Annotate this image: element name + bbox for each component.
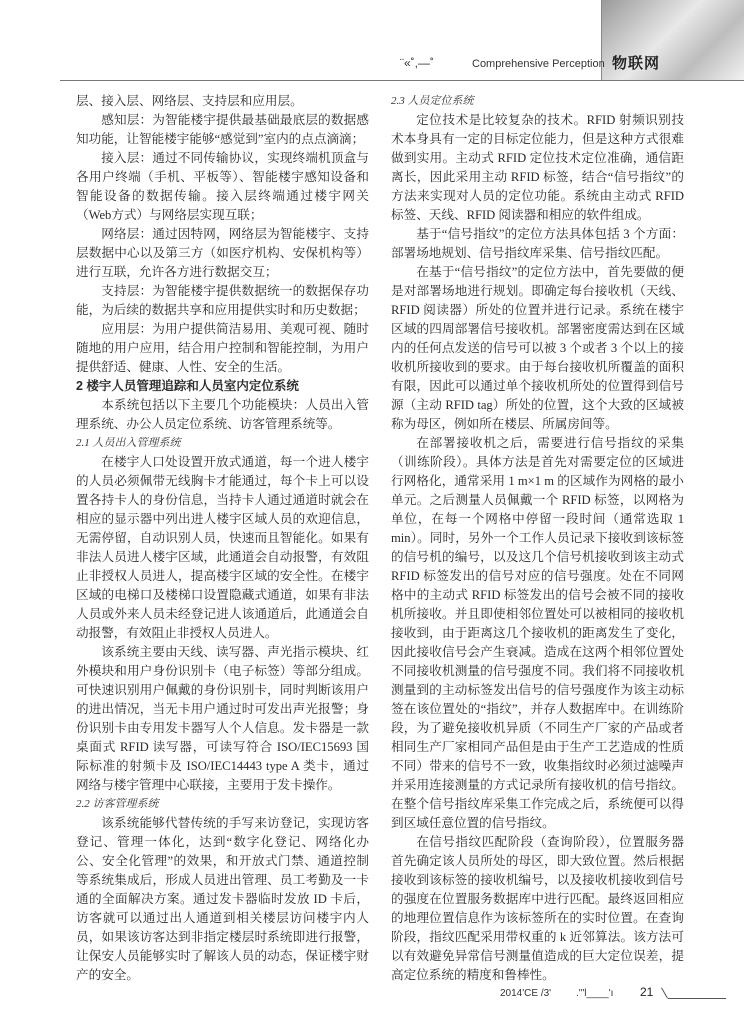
- paragraph: 基于“信号指纹”的定位方法具体包括 3 个方面：部署场地规划、信号指纹库采集、信号指纹匹配。: [391, 227, 684, 260]
- subsection-heading: 2.3 人员定位系统: [391, 95, 474, 107]
- paragraph: 感知层：为智能楼宇提供最基础最底层的数据感知功能，让智能楼宇能够“感觉到”室内的点点滴滴；: [76, 113, 369, 146]
- paragraph: 在信号指纹匹配阶段（查询阶段），位置服务器首先确定该人员所处的母区，即大致位置。然后根据接收到该标签的接收机编号，以及接收机接收到信号的强度在位置服务数据库中进行匹配。最终返回相应的地理位置信息作为该标签所在的实时位置。在查询阶段，指纹匹配采用带权重的 k 近邻算法。该方法可以有效避免异常信号测量值造成的巨大定位误差，提高定位系统的精度和鲁棒性。: [391, 835, 684, 982]
- subsection-heading: 2.2 访客管理系统: [76, 798, 159, 810]
- paragraph: 支持层：为智能楼宇提供数据统一的数据保存功能，为后续的数据共享和应用提供实时和历史数据；: [76, 284, 369, 317]
- footer-issue: 2014'CE /3': [500, 988, 552, 999]
- page-number: 21: [640, 985, 654, 999]
- paragraph: 应用层：为用户提供简洁易用、美观可视、随时随地的用户应用，结合用户控制和智能控制，为用户提供舒适、健康、人性、安全的生活。: [76, 322, 369, 374]
- paragraph: 在楼宇人口处设置开放式通道，每一个进人楼宇的人员必须佩带无线胸卡才能通过，每个卡上可以设置各持卡人的身份信息，当持卡人通过通道时就会在相应的显示器中列出进人楼宇区域人员的欢迎信息，无需停留，自动识别人员，快速而且智能化。如果有非法人员进人楼宇区域，此通道会自动报警，有效阻止非授权人员进人，提高楼宇区域的安全性。在楼宇区域的电梯口及楼梯口设置隐藏式通道，如果有非法人员或外来人员未经登记进人该通道后，此通道会自动报警，有效阻止非授权人员进人。: [76, 455, 369, 640]
- right-column: [391, 92, 684, 985]
- paragraph: 网络层：通过因特网，网络层为智能楼宇、支持层数据中心以及第三方（如医疗机构、安保机构等）进行互联，允许各方进行数据交互；: [76, 227, 369, 279]
- paragraph: 层、接入层、网络层、支持层和应用层。: [76, 94, 303, 108]
- footer-ornament: [661, 988, 668, 999]
- paragraph: 该系统能够代替传统的手写来访登记，实现访客登记、管理一体化，达到“数字化登记、网络化办公、安全化管理”的效果，和开放式门禁、通道控制等系统集成后，形成人员进出管理、员工考勤及一卡通的全面解决方案。通过发卡器临时发放 ID 卡后，访客就可以通过出人通道到相关楼层访问楼宇内人员，如果该访客达到非指定楼层时系统即进行报警，让保安人员能够实时了解该人员的动态，保证楼宇财产的安全。: [76, 816, 369, 982]
- left-column: [76, 92, 369, 985]
- paragraph: 定位技术是比较复杂的技术。RFID 射频识别技术本身具有一定的目标定位能力，但是这种方式很难做到实用。主动式 RFID 定位技术定位准确，通信距离长，因此采用主动 RFID 标签，结合“信号指纹”的方法来实现对人员的定位功能。系统由主动式 RFID 标签、天线、RFID 阅读器和相应的软件组成。: [391, 113, 684, 222]
- footer-rule: [668, 998, 726, 999]
- header-mark: ¨«˚,—˚: [400, 56, 434, 70]
- paragraph: 本系统包括以下主要几个功能模块：人员出入管理系统、办公人员定位系统、访客管理系统等。: [76, 398, 369, 431]
- paragraph: 该系统主要由天线、读写器、声光指示模块、红外模块和用户身份识别卡（电子标签）等部分组成。可快速识别用户佩戴的身份识别卡，同时判断该用户的进出情况，当无卡用户通过时可发出声光报警；身份识别卡由专用发卡器写人个人信息。发卡器是一款桌面式 RFID 读写器，可读写符合 ISO/IEC15693 国际标准的射频卡及 ISO/IEC14443 type A 类卡，通过网络与楼宇管理中心联接，主要用于发卡操作。: [76, 645, 369, 792]
- paragraph: 在基于“信号指纹”的定位方法中，首先要做的便是对部署场地进行规划。即确定每台接收机（天线、RFID 阅读器）所处的位置并进行记录。系统在楼宇区域的四周部署信号接收机。部署密度需达到在区域内的任何点发送的信号可以被 3 个或者 3 个以上的接收机所接收到的要求。由于每台接收机所覆盖的面积有限，因此可以通过单个接收机所处的位置得到信号源（主动 RFID tag）所处的位置，这个大致的区域被称为母区，例如所在楼层、所属房间等。: [391, 265, 684, 431]
- header-rule: [60, 80, 744, 81]
- journal-logo: 物联网: [612, 54, 661, 72]
- paragraph: 接入层：通过不同传输协议，实现终端机顶盒与各用户终端（手机、平板等）、智能楼宇感知设备和智能设备的数据传输。接入层终端通过楼宇网关（Web方式）与网络层实现互联；: [76, 151, 369, 222]
- paragraph: 在部署接收机之后，需要进行信号指纹的采集（训练阶段）。具体方法是首先对需要定位的区域进行网格化，通常采用 1 m×1 m 的区域作为网格的最小单元。之后测量人员佩戴一个 RFID 标签，以网格为单位，在每一个网格中停留一段时间（通常选取 1 min）。同时，另外一个工作人员记录下接收到该标签的信号机的编号，以及这几个信号机接收到该主动式 RFID 标签发出的信号对应的信号强度。处在不同网格中的主动式 RFID 标签发出的信号会被不同的接收机所接收。并且即使相邻位置处可以被相同的接收机接收到，由于距离这几个接收机的距离发生了变化，因此接收信号会产生衰减。造成在这两个相邻位置处不同接收机测量的信号强度不同。我们将不同接收机测量到的主动标签发出信号的信号强度作为该主动标签在该位置处的“指纹”，并存人数据库中。在训练阶段，为了避免接收机异质（不同生产厂家的产品或者相同生产厂家相同产品但是由于生产工艺造成的性质不同）带来的信号不一致，收集指纹时必须过滤噪声并采用连接测量的方式记录所有接收机的信号指纹。在整个信号指纹库采集工作完成之后，系统便可以得到区域任意位置的信号指纹。: [391, 436, 684, 830]
- section-heading: 2 楼宇人员管理追踪和人员室内定位系统: [76, 379, 299, 393]
- running-header-title: Comprehensive Perception: [472, 58, 605, 70]
- footer-mark: .'"l____'ı: [576, 988, 614, 999]
- subsection-heading: 2.1 人员出入管理系统: [76, 437, 181, 449]
